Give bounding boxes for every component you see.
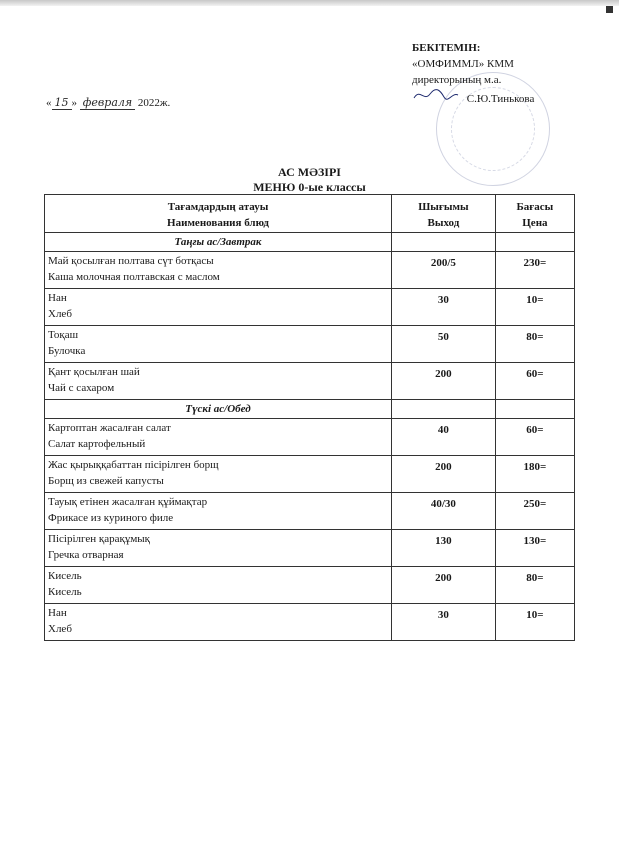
- dish-name: [45, 530, 392, 567]
- dish-name: [45, 363, 392, 400]
- approval-role: директорының м.а.: [412, 74, 502, 86]
- dish-name: [45, 567, 392, 604]
- table-row: [45, 530, 575, 567]
- dish-output: 30: [392, 604, 496, 641]
- dish-name-ru: Гречка отварная: [48, 549, 124, 561]
- menu-title-ru: МЕНЮ 0-ые классы: [253, 180, 366, 194]
- menu-title-kz: АС МӘЗІРІ: [278, 165, 341, 179]
- table-row: [45, 363, 575, 400]
- approval-org: «ОМФИММЛ» КММ: [412, 58, 514, 70]
- dish-name-ru: Чай с сахаром: [48, 382, 115, 394]
- scan-edge: [0, 0, 619, 6]
- dish-name-kz: Қант қосылған шай: [48, 366, 140, 378]
- table-header-row: [45, 195, 575, 233]
- dish-name-kz: Пісірілген қарақұмық: [48, 533, 151, 545]
- dish-name-ru: Хлеб: [48, 623, 72, 635]
- signature-mark: [412, 88, 464, 105]
- dish-output: 130: [392, 530, 496, 567]
- menu-table: [44, 194, 575, 641]
- dish-output: 200: [392, 567, 496, 604]
- dish-name-kz: Кисель: [48, 570, 82, 582]
- date-month: февраля: [80, 96, 135, 110]
- section-row: [45, 233, 575, 252]
- dish-price: 60=: [495, 419, 574, 456]
- date-day: 15: [52, 96, 72, 110]
- header-price: Бағасы Цена: [495, 195, 574, 233]
- dish-name: [45, 419, 392, 456]
- dish-output: 30: [392, 289, 496, 326]
- dish-name: [45, 289, 392, 326]
- dish-price: 130=: [495, 530, 574, 567]
- dish-name: [45, 493, 392, 530]
- dish-name-kz: Май қосылған полтава сүт ботқасы: [48, 255, 214, 267]
- table-row: [45, 567, 575, 604]
- dish-name: [45, 604, 392, 641]
- table-row: [45, 326, 575, 363]
- dish-price: 250=: [495, 493, 574, 530]
- dish-name-ru: Борщ из свежей капусты: [48, 475, 164, 487]
- signature-line: [412, 88, 534, 105]
- dish-name-ru: Хлеб: [48, 308, 72, 320]
- dish-name-kz: Нан: [48, 607, 67, 619]
- dish-price: 10=: [495, 289, 574, 326]
- section-row: [45, 400, 575, 419]
- date-year: 2022ж.: [137, 97, 171, 109]
- dish-output: 200/5: [392, 252, 496, 289]
- approval-title: БЕКІТЕМІН:: [412, 42, 481, 54]
- dish-name: [45, 456, 392, 493]
- approval-block: [412, 40, 514, 88]
- dish-name-ru: Фрикасе из куриного филе: [48, 512, 174, 524]
- dish-name-ru: Кисель: [48, 586, 82, 598]
- dish-output: 200: [392, 456, 496, 493]
- dish-price: 80=: [495, 567, 574, 604]
- dish-name-kz: Тоқаш: [48, 329, 79, 341]
- table-row: [45, 252, 575, 289]
- table-row: [45, 493, 575, 530]
- table-row: [45, 289, 575, 326]
- dish-name-kz: Нан: [48, 292, 67, 304]
- dish-name-ru: Каша молочная полтавская с маслом: [48, 271, 220, 283]
- dish-output: 40/30: [392, 493, 496, 530]
- signatory-name: С.Ю.Тинькова: [466, 93, 535, 105]
- dish-price: 180=: [495, 456, 574, 493]
- dish-output: 50: [392, 326, 496, 363]
- section-title: Түскі ас/Обед: [45, 400, 392, 419]
- table-row: [45, 419, 575, 456]
- dish-name-kz: Картоптан жасалған салат: [48, 422, 171, 434]
- dish-price: 80=: [495, 326, 574, 363]
- dish-output: 40: [392, 419, 496, 456]
- dish-name-ru: Салат картофельный: [48, 438, 146, 450]
- dish-name-kz: Тауық етінен жасалған құймақтар: [48, 496, 208, 508]
- dish-name-kz: Жас қырыққабаттан пісірілген борщ: [48, 459, 219, 471]
- section-title: Таңғы ас/Завтрак: [45, 233, 392, 252]
- scan-corner-mark: [606, 6, 613, 13]
- dish-name: [45, 252, 392, 289]
- dish-price: 60=: [495, 363, 574, 400]
- dish-price: 10=: [495, 604, 574, 641]
- dish-name-ru: Булочка: [48, 345, 86, 357]
- header-output: Шығымы Выход: [392, 195, 496, 233]
- dish-name: [45, 326, 392, 363]
- dish-price: 230=: [495, 252, 574, 289]
- dish-output: 200: [392, 363, 496, 400]
- table-row: [45, 604, 575, 641]
- header-name: Тағамдардың атауы Наименования блюд: [45, 195, 392, 233]
- table-row: [45, 456, 575, 493]
- document-date: « 15 » февраля 2022ж.: [46, 96, 171, 109]
